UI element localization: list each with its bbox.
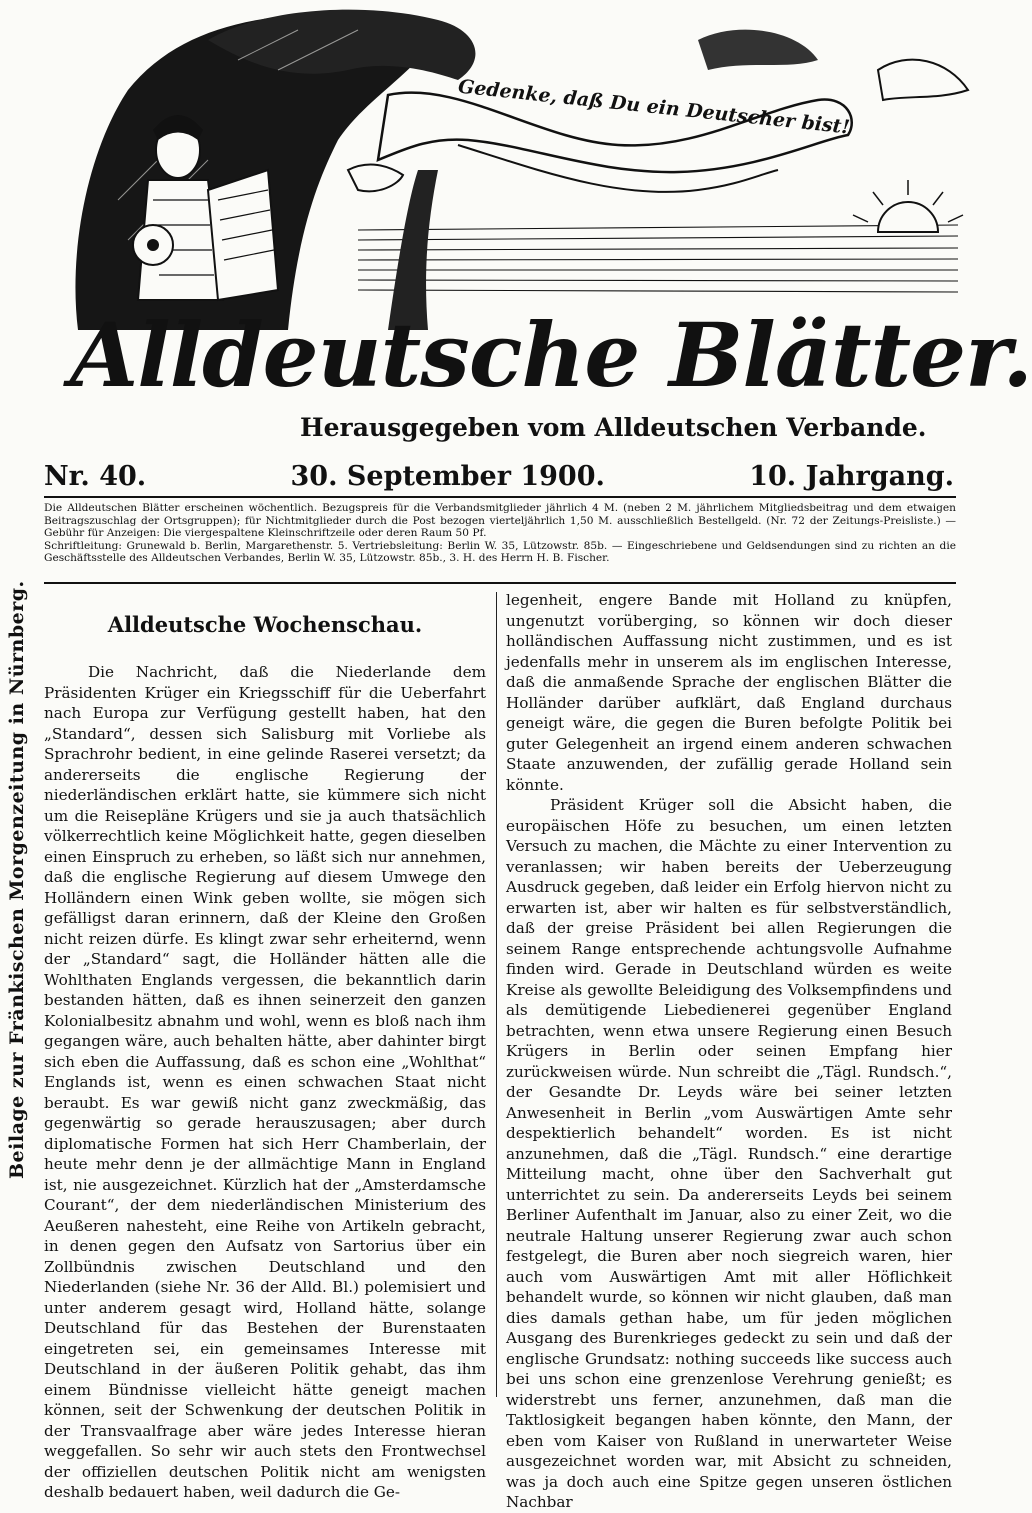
article-column-left [44, 595, 486, 1501]
info-editorial: Schriftleitung: Grunewald b. Berlin, Margarethenstr. 5. Vertriebsleitung: Berlin W. 35, Lützowstr. 85b. — Eingeschriebene und Geldsendungen sind zu richten an die Geschäftsstelle des Alldeutschen Verbandes, Berlin W. 35, Lützowstr. 85b., 3. H. des Herrn H. B. Fischer. [44, 539, 956, 565]
info-subscription: Die Alldeutschen Blätter erscheinen wöchentlich. Bezugspreis für die Verbandsmitglieder jährlich 4 M. (neben 2 M. jährlichem Mitgliedsbeitrag und dem etwaigen Beitragszuschlag der Ortsgruppen); für Nichtmitglieder durch die Post bezogen vierteljährlich 1,50 M. ausschließlich Bestellgeld. (Nr. 72 der Zeitungs-Preisliste.) — Gebühr für Anzeigen: Die viergespaltene Kleinschriftzeile oder deren Raum 50 Pf. [44, 502, 956, 540]
issue-date: 30. September 1900. [290, 460, 605, 492]
side-supplement-note: Beilage zur Fränkischen Morgenzeitung in Nürnberg. [6, 580, 28, 1180]
subscription-info [44, 502, 956, 578]
masthead-engraving [58, 0, 1000, 330]
issue-number: Nr. 40. [44, 460, 147, 492]
masthead-illustration [58, 0, 1000, 330]
issue-line [44, 458, 954, 494]
article-paragraph: Die Nachricht, daß die Niederlande dem Präsidenten Krüger ein Kriegsschiff für die Ueberfahrt nach Europa zur Verfügung gestellt haben, hat den „Standard“, dessen sich Salisburg mit Vorliebe als Sprachrohr bedient, in eine gelinde Raserei versetzt; da andererseits die englische Regierung der niederländischen erklärt hatte, sie kümmere sich nicht um die Reisepläne Krügers und sie ja auch thatsächlich völkerrechtlich keine Möglichkeit hatte, gegen dieselben einen Einspruch zu erheben, so läßt sich nur annehmen, daß die englische Regierung auf diesem Umwege den Holländern einen Wink geben wollte, sie mögen sich gefälligst daran erinnern, daß der Kleine den Großen nicht reizen dürfe. Es klingt zwar sehr erheiternd, wenn der „Standard“ sagt, die Holländer hätten alle die Wohlthaten Englands vergessen, die bekanntlich darin bestanden hätten, daß es ihnen seinerzeit den ganzen Kolonialbesitz abnahm und wohl, wenn es bloß nach ihm gegangen wäre, auch behalten hätte, aber dahinter birgt sich eben die Auffassung, daß es schon eine „Wohlthat“ Englands ist, wenn es einen schwachen Staat nicht beraubt. Es war gewiß nicht ganz zweckmäßig, das gegenwärtig so gerade herauszusagen; aber durch diplomatische Formen hat sich Herr Chamberlain, der heute mehr denn je der allmächtige Mann in England ist, nie ausgezeichnet. Kürzlich hat der „Amsterdamsche Courant“, der dem niederländischen Ministerium des Aeußeren nahesteht, eine Reihe von Artikeln gebracht, in denen gegen den Aufsatz von Sartorius über ein Zollbündnis zwischen Deutschland und den Niederlanden (siehe Nr. 36 der Alld. Bl.) polemisiert und unter anderem gesagt wird, Holland hätte, solange Deutschland für das Bestehen der Burenstaaten eingetreten sei, ein gemeinsames Interesse mit Deutschland in der äußeren Politik gehabt, das ihm einem Bündnisse vielleicht hätte geneigt machen können, seit der Schwenkung der deutschen Politik in der Transvaalfrage aber wäre jedes Interesse hieran weggefallen. So sehr wir auch stets den Frontwechsel der offiziellen deutschen Politik nicht am wenigsten deshalb bedauert haben, weil dadurch die Ge- [44, 663, 486, 1501]
article-column-right [506, 590, 952, 1511]
motto-banner: Gedenke, daß Du ein Deutscher bist! [457, 75, 851, 139]
newspaper-subtitle: Herausgegeben vom Alldeutschen Verbande. [300, 413, 927, 442]
rule-bottom [44, 582, 956, 584]
article-paragraph: legenheit, engere Bande mit Holland zu knüpfen, ungenutzt vorüberging, so können wir doch dieser holländischen Auffassung nicht zustimmen, und es ist jedenfalls mehr in unserem als im englischen Interesse, daß die anmaßende Sprache der englischen Blätter die Holländer darüber aufklärt, daß England durchaus geneigt wäre, die gegen die Buren befolgte Politik bei guter Gelegenheit an irgend einem anderen schwachen Staate anzuwenden, der zufällig gerade Holland sein könnte. [506, 591, 952, 794]
column-divider [496, 592, 497, 1397]
issue-volume: 10. Jahrgang. [749, 460, 954, 492]
rule-top [44, 496, 956, 498]
article-heading: Alldeutsche Wochenschau. [107, 612, 423, 637]
article-paragraph: Präsident Krüger soll die Absicht haben, die europäischen Höfe zu besuchen, um einen letzten Versuch zu machen, die Mächte zu einer Intervention zu veranlassen; wir haben bereits der Ueberzeugung Ausdruck gegeben, daß leider ein Erfolg hiervon nicht zu erwarten ist, aber wir halten es für selbstverständlich, daß der greise Präsident bei allen Regierungen die seinem Range entsprechende achtungsvolle Aufnahme finden wird. Gerade in Deutschland würden es weite Kreise als gewollte Beleidigung des Volksempfindens und als demütigende Liebedienerei gegenüber England betrachten, wenn etwa unsere Regierung einen Besuch Krügers in Berlin oder seinen Empfang hier zurückweisen würde. Nun schreibt die „Tägl. Rundsch.“, der Gesandte Dr. Leyds wäre bei seiner letzten Anwesenheit in Berlin „vom Auswärtigen Amte sehr despektierlich behandelt“ worden. Es ist nicht anzunehmen, daß die „Tägl. Rundsch.“ eine derartige Mitteilung macht, ohne über den Sachverhalt gut unterrichtet zu sein. Da andererseits Leyds bei seinem Berliner Aufenthalt im Januar, also zu einer Zeit, wo die neutrale Haltung unserer Regierung zwar auch schon festgelegt, die Buren aber noch siegreich waren, hier auch vom Auswärtigen Amt mit aller Höflichkeit behandelt wurde, so können wir nicht glauben, daß man dies damals gethan habe, um für jeden möglichen Ausgang des Burenkrieges gedeckt zu sein und daß der englische Grundsatz: nothing succeeds like success auch bei uns schon eine grenzenlose Verehrung genießt; es widerstrebt uns ferner, anzunehmen, daß man die Taktlosigkeit begangen haben könnte, den Mann, der eben vom Kaiser von Rußland in unerwarteter Weise ausgezeichnet worden war, mit Absicht zu schneiden, was ja doch auch eine Spitze gegen unseren östlichen Nachbar [506, 796, 952, 1511]
newspaper-title: Alldeutsche Blätter. [70, 303, 1032, 407]
